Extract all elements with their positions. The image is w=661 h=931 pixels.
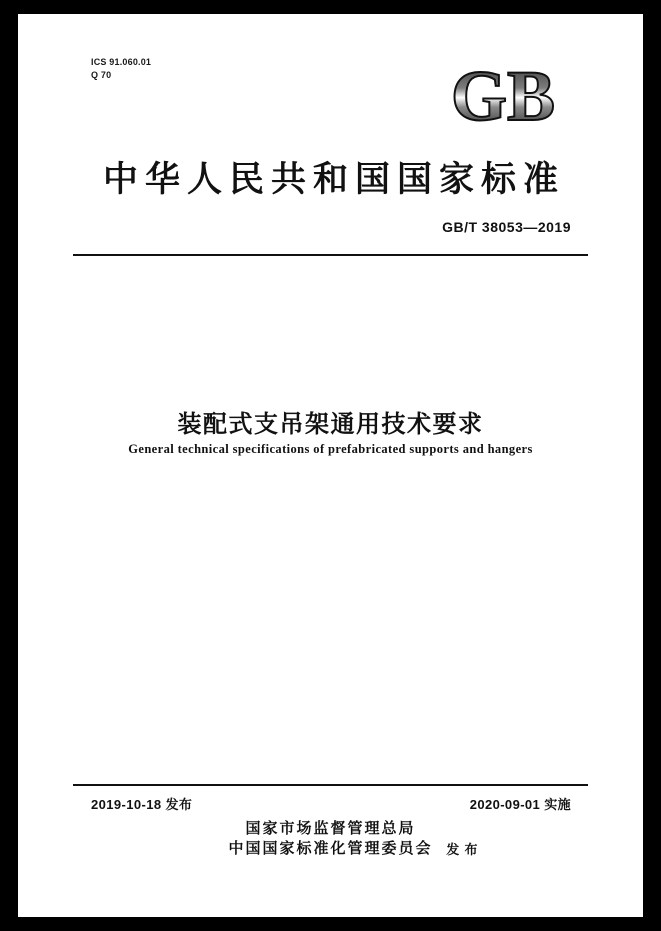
document-title-chinese: 装配式支吊架通用技术要求 <box>177 412 484 438</box>
divider-top <box>73 254 588 256</box>
implementation-date: 2020-09-01 实施 <box>469 797 571 812</box>
publisher-block <box>18 819 643 859</box>
page-title: 中华人民共和国国家标准 <box>102 160 565 199</box>
ics-code: ICS 91.060.01 <box>91 57 152 67</box>
gb-logo-icon <box>433 62 573 132</box>
document-title-english: General technical specifications of prefabricated supports and hangers <box>128 442 533 456</box>
publisher-line-2: 中国国家标准化管理委员会 <box>228 841 433 857</box>
ics-classification-block <box>91 56 151 82</box>
ccs-code: Q 70 <box>91 70 112 80</box>
svg-text:GB: GB <box>450 62 556 132</box>
standard-number: GB/T 38053—2019 <box>442 219 571 235</box>
publisher-action-label: 发 布 <box>446 842 479 857</box>
standard-cover-page <box>18 14 643 917</box>
divider-bottom <box>73 784 588 786</box>
publisher-line-1: 国家市场监督管理总局 <box>245 821 416 837</box>
issue-date: 2019-10-18 发布 <box>91 797 193 812</box>
